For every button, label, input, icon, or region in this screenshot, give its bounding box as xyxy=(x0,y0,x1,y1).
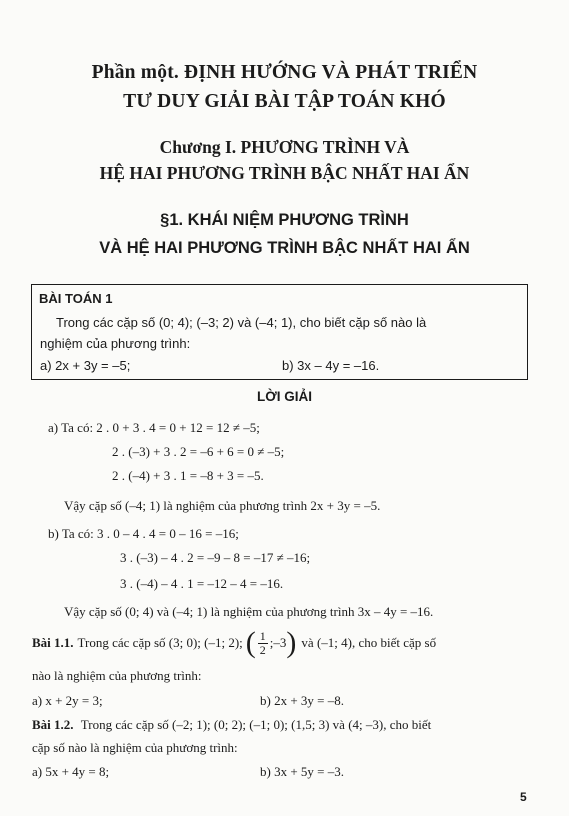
exercise-1-2-line-2: cặp số nào là nghiệm của phương trình: xyxy=(32,740,238,755)
problem-text-line-1: Trong các cặp số (0; 4); (–3; 2) và (–4; 1), cho biết cặp số nào là xyxy=(56,315,427,330)
exercise-1-2-text-1: Trong các cặp số (–2; 1); (0; 2); (–1; 0); (1,5; 3) và (4; –3), cho biết xyxy=(80,717,432,732)
fraction xyxy=(258,630,268,657)
chapter-title-line-2: HỆ HAI PHƯƠNG TRÌNH BẬC NHẤT HAI ẨN xyxy=(99,163,470,183)
fraction-after: ;–3 xyxy=(269,635,287,650)
exercise-1-1-line-2: nào là nghiệm của phương trình: xyxy=(32,668,202,683)
solution-b-line-3: 3 . (–4) – 4 . 1 = –12 – 4 = –16. xyxy=(120,576,284,591)
left-paren-icon: ( xyxy=(245,626,256,659)
exercise-1-2-option-b: b) 3x + 5y = –3. xyxy=(260,764,344,779)
solution-b-line-2: 3 . (–3) – 4 . 2 = –9 – 8 = –17 ≠ –16; xyxy=(120,550,311,565)
right-paren-icon: ) xyxy=(286,626,297,659)
solution-a-line-2: 2 . (–3) + 3 . 2 = –6 + 6 = 0 ≠ –5; xyxy=(112,444,285,459)
exercise-1-1-option-a: a) x + 2y = 3; xyxy=(32,693,103,708)
exercise-1-1-line-1 xyxy=(32,628,436,658)
solution-b-line-1: b) Ta có: 3 . 0 – 4 . 4 = 0 – 16 = –16; xyxy=(48,526,239,541)
part-title-line-1: Phần một. ĐỊNH HƯỚNG VÀ PHÁT TRIỂN xyxy=(91,62,478,83)
problem-option-b: b) 3x – 4y = –16. xyxy=(282,358,380,373)
exercise-1-2-label: Bài 1.2. xyxy=(32,717,74,732)
exercise-1-1-text-before: Trong các cặp số (3; 0); (–1; 2); xyxy=(77,635,243,650)
solution-a-line-3: 2 . (–4) + 3 . 1 = –8 + 3 = –5. xyxy=(112,468,264,483)
section-title-line-1: §1. KHÁI NIỆM PHƯƠNG TRÌNH xyxy=(160,211,409,229)
problem-title: BÀI TOÁN 1 xyxy=(39,291,113,306)
solution-a-conclusion: Vậy cặp số (–4; 1) là nghiệm của phương trình 2x + 3y = –5. xyxy=(64,498,381,513)
part-title-line-2: TƯ DUY GIẢI BÀI TẬP TOÁN KHÓ xyxy=(123,91,446,112)
solution-heading: LỜI GIẢI xyxy=(256,389,312,404)
exercise-1-2-line-1 xyxy=(32,717,431,733)
solution-b-conclusion: Vậy cặp số (0; 4) và (–4; 1) là nghiệm của phương trình 3x – 4y = –16. xyxy=(64,604,434,619)
problem-option-a: a) 2x + 3y = –5; xyxy=(40,358,131,373)
exercise-1-1-text-after: và (–1; 4), cho biết cặp số xyxy=(301,635,437,650)
fraction-numerator: 1 xyxy=(259,628,266,643)
exercise-1-2-option-a: a) 5x + 4y = 8; xyxy=(32,764,110,779)
problem-text-line-2: nghiệm của phương trình: xyxy=(40,336,191,351)
section-title-line-2: VÀ HỆ HAI PHƯƠNG TRÌNH BẬC NHẤT HAI ẨN xyxy=(99,239,470,257)
exercise-1-1-label: Bài 1.1. xyxy=(32,635,74,650)
exercise-1-1-option-b: b) 2x + 3y = –8. xyxy=(260,693,344,708)
chapter-title-line-1: Chương I. PHƯƠNG TRÌNH VÀ xyxy=(159,137,410,157)
page-number: 5 xyxy=(520,790,527,804)
fraction-denominator: 2 xyxy=(259,642,266,657)
solution-a-line-1: a) Ta có: 2 . 0 + 3 . 4 = 0 + 12 = 12 ≠ –5; xyxy=(48,420,260,435)
